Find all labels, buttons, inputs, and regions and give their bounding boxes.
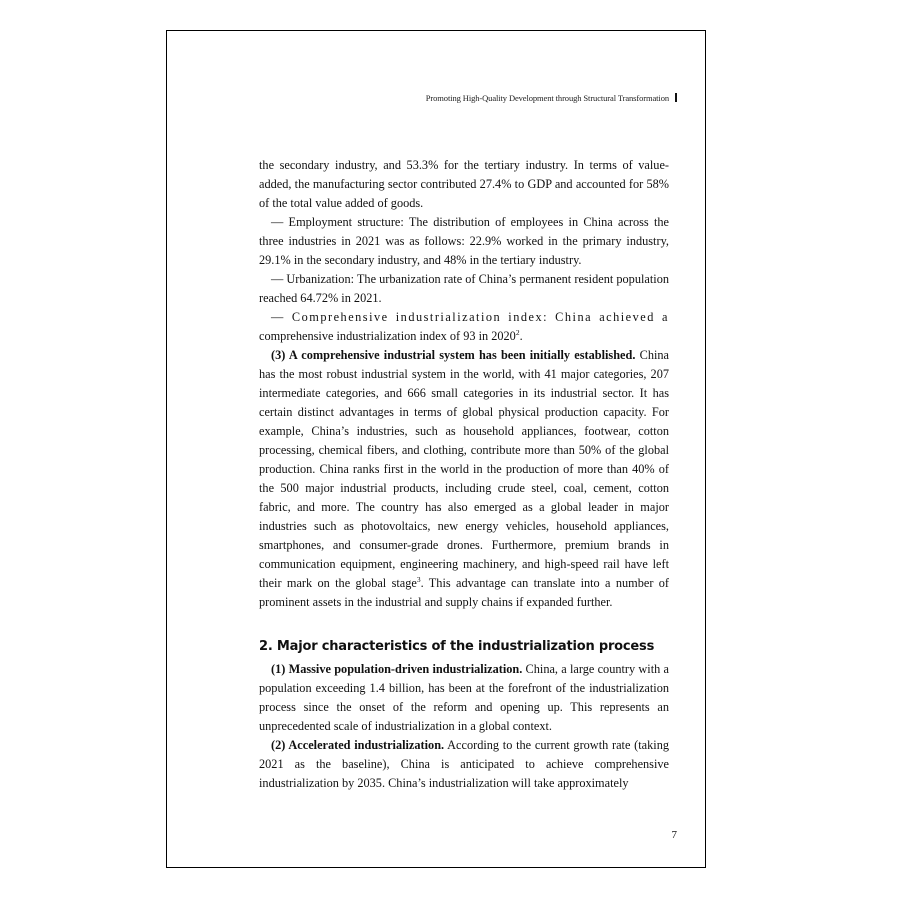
footnote-ref-2: 2 <box>515 328 520 337</box>
footnote-ref-3: 3 <box>416 575 421 584</box>
industrial-system-text: China has the most robust industrial system in the world, with 41 major categories, 207 intermediate categories, and 666 small categories in its industrial sector. It has certain distinct advantages in terms of global physical production capacity. For example, China’s industries, such as household appliances, footwear, cotton processing, chemical fibers, and clothing, contribute more than 50% of the global production. China ranks first in the world in the production of more than 40% of the 500 major industrial products, including crude steel, coal, cement, cotton fabric, and more. The country has also emerged as a global leader in major industries such as photovoltaics, new energy vehicles, household appliances, smartphones, and consumer-grade drones. Furthermore, premium brands in communication equipment, engineering machinery, and high-speed rail have left their mark on the global stage <box>259 348 669 590</box>
industrial-system-heading: (3) A comprehensive industrial system has been initially established. <box>271 348 636 362</box>
paragraph-industrialization-index-cont <box>259 327 669 346</box>
index-rest-text: comprehensive industrialization index of 93 in 2020 <box>259 329 516 343</box>
industrial-system-end: . This advantage can translate into a number of prominent assets in the industrial and supply chains if expanded further. <box>259 576 669 609</box>
section-heading: 2. Major characteristics of the industrialization process <box>259 639 655 654</box>
paragraph-industrialization-index <box>259 308 669 327</box>
book-page <box>166 30 706 868</box>
index-lead-text: — Comprehensive industrialization index: China achieved a <box>271 310 669 324</box>
running-header <box>426 93 677 103</box>
running-title: Promoting High-Quality Development through Structural Transformation <box>425 93 669 103</box>
accelerated-text: According to the current growth rate (taking 2021 as the baseline), China is anticipated to achieve comprehensive industrialization by 2035. China’s industrialization will take approximately <box>259 738 669 790</box>
paragraph-accelerated <box>259 736 669 793</box>
population-driven-text: China, a large country with a population exceeding 1.4 billion, has been at the forefront of the industrialization process since the onset of the reform and opening up. This represents an unprecedented scale of industrialization in a global context. <box>259 662 669 733</box>
page-body <box>259 156 669 793</box>
paragraph-industry-value-added: the secondary industry, and 53.3% for the tertiary industry. In terms of value-added, the manufacturing sector contributed 27.4% to GDP and accounted for 58% of the total value added of goods. <box>259 158 669 210</box>
population-driven-heading: (1) Massive population-driven industrialization. <box>271 662 523 676</box>
index-end-text: . <box>519 329 523 343</box>
accelerated-heading: (2) Accelerated industrialization. <box>271 738 445 752</box>
paragraph-population-driven <box>259 660 669 736</box>
paragraph-employment-structure: — Employment structure: The distribution of employees in China across the three industries in 2021 was as follows: 22.9% worked in the primary industry, 29.1% in the secondary industry, and 48% in the tertiary industry. <box>259 215 669 267</box>
page-number: 7 <box>671 829 677 841</box>
paragraph-industrial-system <box>259 346 669 612</box>
header-bar-mark <box>675 93 677 102</box>
paragraph-urbanization: — Urbanization: The urbanization rate of China’s permanent resident population reached 64.72% in 2021. <box>259 272 669 305</box>
